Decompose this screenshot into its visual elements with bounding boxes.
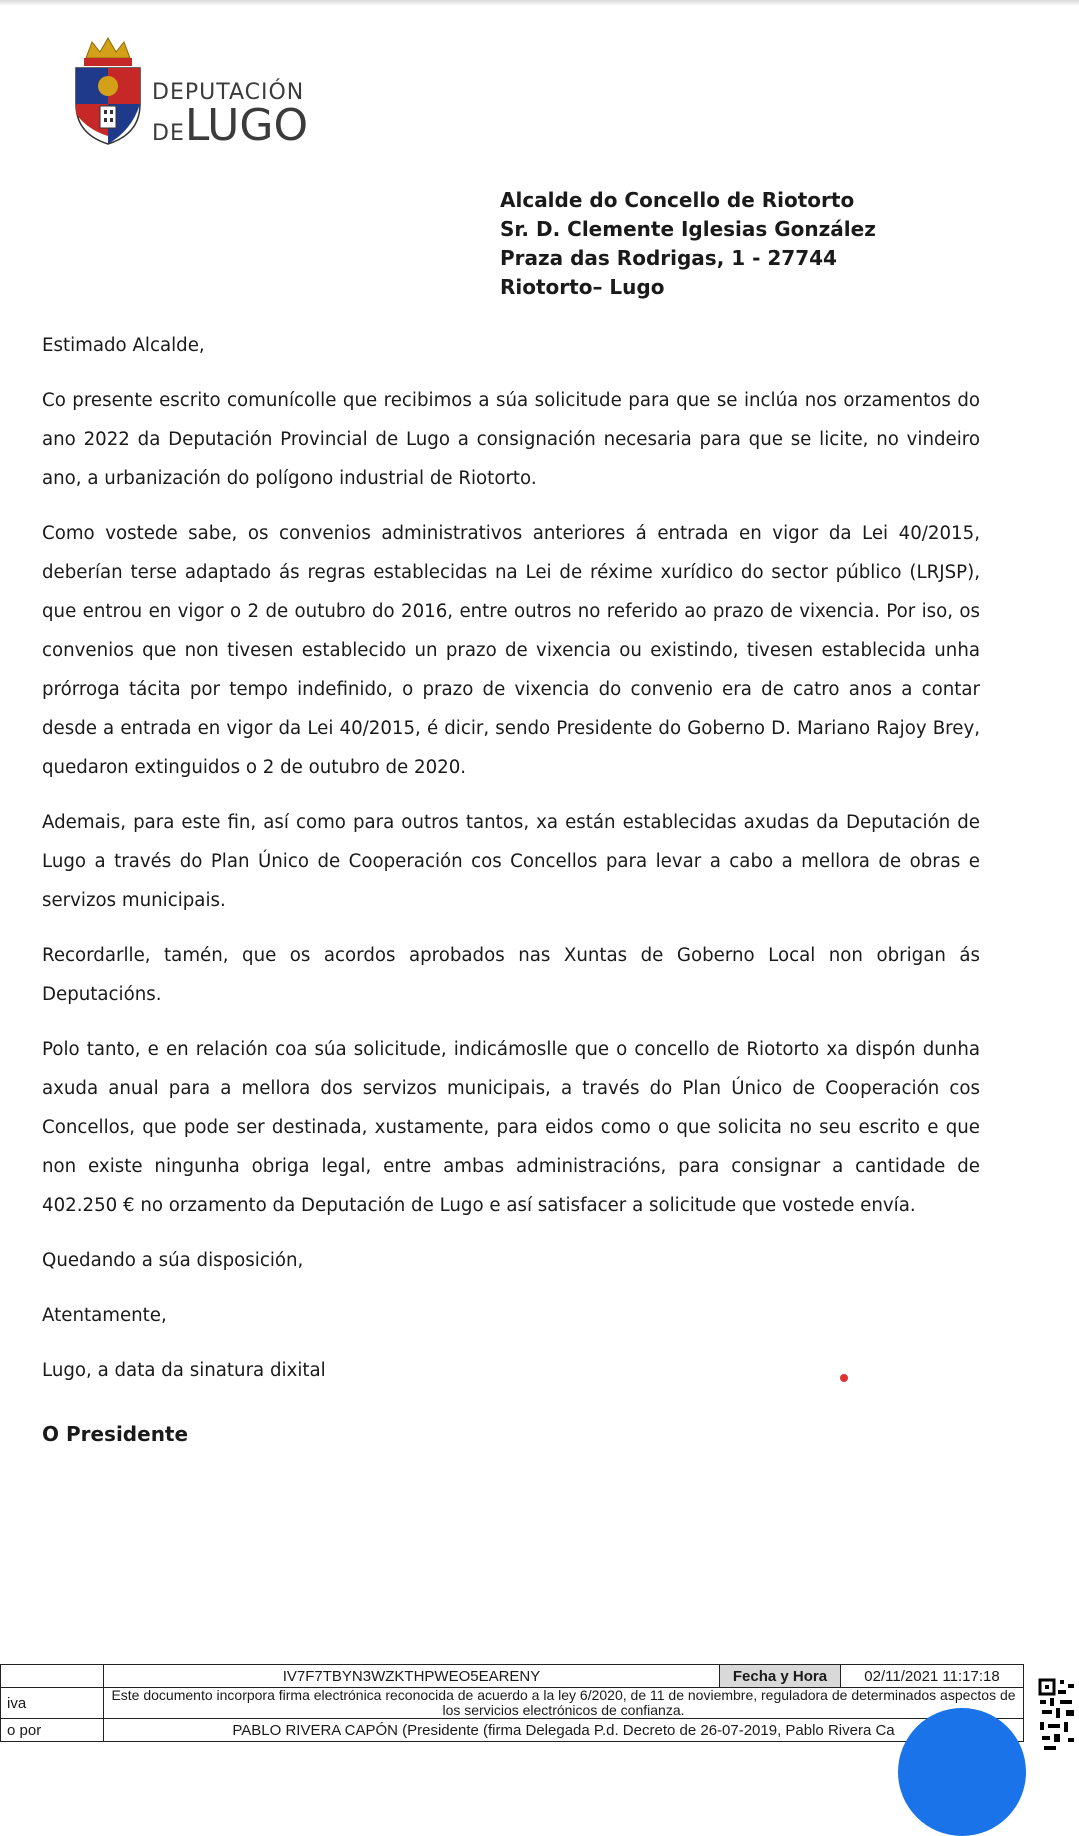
org-name-line2 xyxy=(152,100,308,151)
recipient-line3: Praza das Rodrigas, 1 - 27744 xyxy=(500,246,837,270)
paragraph-1: Co presente escrito comunícolle que recibimos a súa solicitude para que se inclúa nos orzamentos do ano 2022 da Deputación Provincial de Lugo a consignación necesaria para que se licite, no vindeiro ano, a urbanización do polígono industrial de Riotorto. xyxy=(42,390,980,489)
verification-code[interactable]: IV7F7TBYN3WZKTHPWEO5EARENY xyxy=(104,1665,720,1688)
signed-by: PABLO RIVERA CAPÓN (Presidente (firma Delegada P.d. Decreto de 26-07-2019, Pablo Rivera Ca xyxy=(104,1719,1024,1742)
signature-table xyxy=(0,1664,1024,1742)
org-name-prefix: DE xyxy=(152,121,185,146)
qr-code-icon xyxy=(1038,1678,1078,1754)
date-label: Fecha y Hora xyxy=(720,1665,841,1688)
letter-body xyxy=(42,326,980,1406)
paragraph-3: Ademais, para este fin, así como para outros tantos, xa están establecidas axudas da Deputación de Lugo a través do Plan Único de Cooperación cos Concellos para levar a cabo a mellora de obras e servizos municipais. xyxy=(42,812,980,911)
recipient-address xyxy=(500,186,876,302)
row3-label: o por xyxy=(1,1719,104,1742)
closing-2: Atentamente, xyxy=(42,1305,167,1326)
footer-row-signer xyxy=(1,1719,1024,1742)
closing-1: Quedando a súa disposición, xyxy=(42,1250,304,1271)
paragraph-5: Polo tanto, e en relación coa súa solicitude, indicámoslle que o concello de Riotorto xa dispón dunha axuda anual para a mellora dos servizos municipais, a través do Plan Único de Cooperación cos Concellos, que pode ser destinada, xustamente, para eidos como o que solicita no seu escrito e que non existe ningunha obriga legal, entre ambas administracións, para consignar a cantidade de 402.250 € no orzamento da Deputación de Lugo e así satisfacer a solicitude que vostede envía. xyxy=(42,1039,980,1216)
place-date: Lugo, a data da sinatura dixital xyxy=(42,1360,326,1381)
floating-action-button[interactable] xyxy=(898,1708,1026,1836)
footer-empty-cell xyxy=(1,1665,104,1688)
recipient-line2: Sr. D. Clemente Iglesias González xyxy=(500,217,876,241)
signer-title: O Presidente xyxy=(42,1422,189,1446)
footer-row-notice xyxy=(1,1688,1024,1719)
org-name-line1: DEPUTACIÓN xyxy=(152,80,305,105)
red-dot-mark xyxy=(840,1374,848,1382)
coat-of-arms-icon xyxy=(72,34,144,146)
footer-row-code xyxy=(1,1665,1024,1688)
recipient-line4: Riotorto– Lugo xyxy=(500,275,665,299)
deputacion-logo xyxy=(72,34,312,154)
row2-label: iva xyxy=(1,1688,104,1719)
recipient-line1: Alcalde do Concello de Riotorto xyxy=(500,188,855,212)
salutation: Estimado Alcalde, xyxy=(42,335,205,356)
paragraph-2: Como vostede sabe, os convenios administrativos anteriores á entrada en vigor da Lei 40/2015, deberían terse adaptado ás regras establecidas na Lei de réxime xurídico do sector público (LRJSP), que entrou en vigor o 2 de outubro do 2016, entre outros no referido ao prazo de vixencia. Por iso, os convenios que non tivesen establecido un prazo de vixencia ou existindo, tivesen establecida unha prórroga tácita por tempo indefinido, o prazo de vixencia do convenio era de catro anos a contar desde a entrada en vigor da Lei 40/2015, é dicir, sendo Presidente do Goberno D. Mariano Rajoy Brey, quedaron extinguidos o 2 de outubro de 2020. xyxy=(42,523,980,778)
date-value: 02/11/2021 11:17:18 xyxy=(841,1665,1024,1688)
paragraph-4: Recordarlle, tamén, que os acordos aprobados nas Xuntas de Goberno Local non obrigan ás Deputacións. xyxy=(42,945,980,1005)
legal-notice: Este documento incorpora firma electrónica reconocida de acuerdo a la ley 6/2020, de 11 de noviembre, reguladora de determinados aspectos de los servicios electrónicos de confianza. xyxy=(104,1688,1024,1719)
org-name-main: LUGO xyxy=(184,100,309,151)
top-shadow xyxy=(0,0,1079,6)
